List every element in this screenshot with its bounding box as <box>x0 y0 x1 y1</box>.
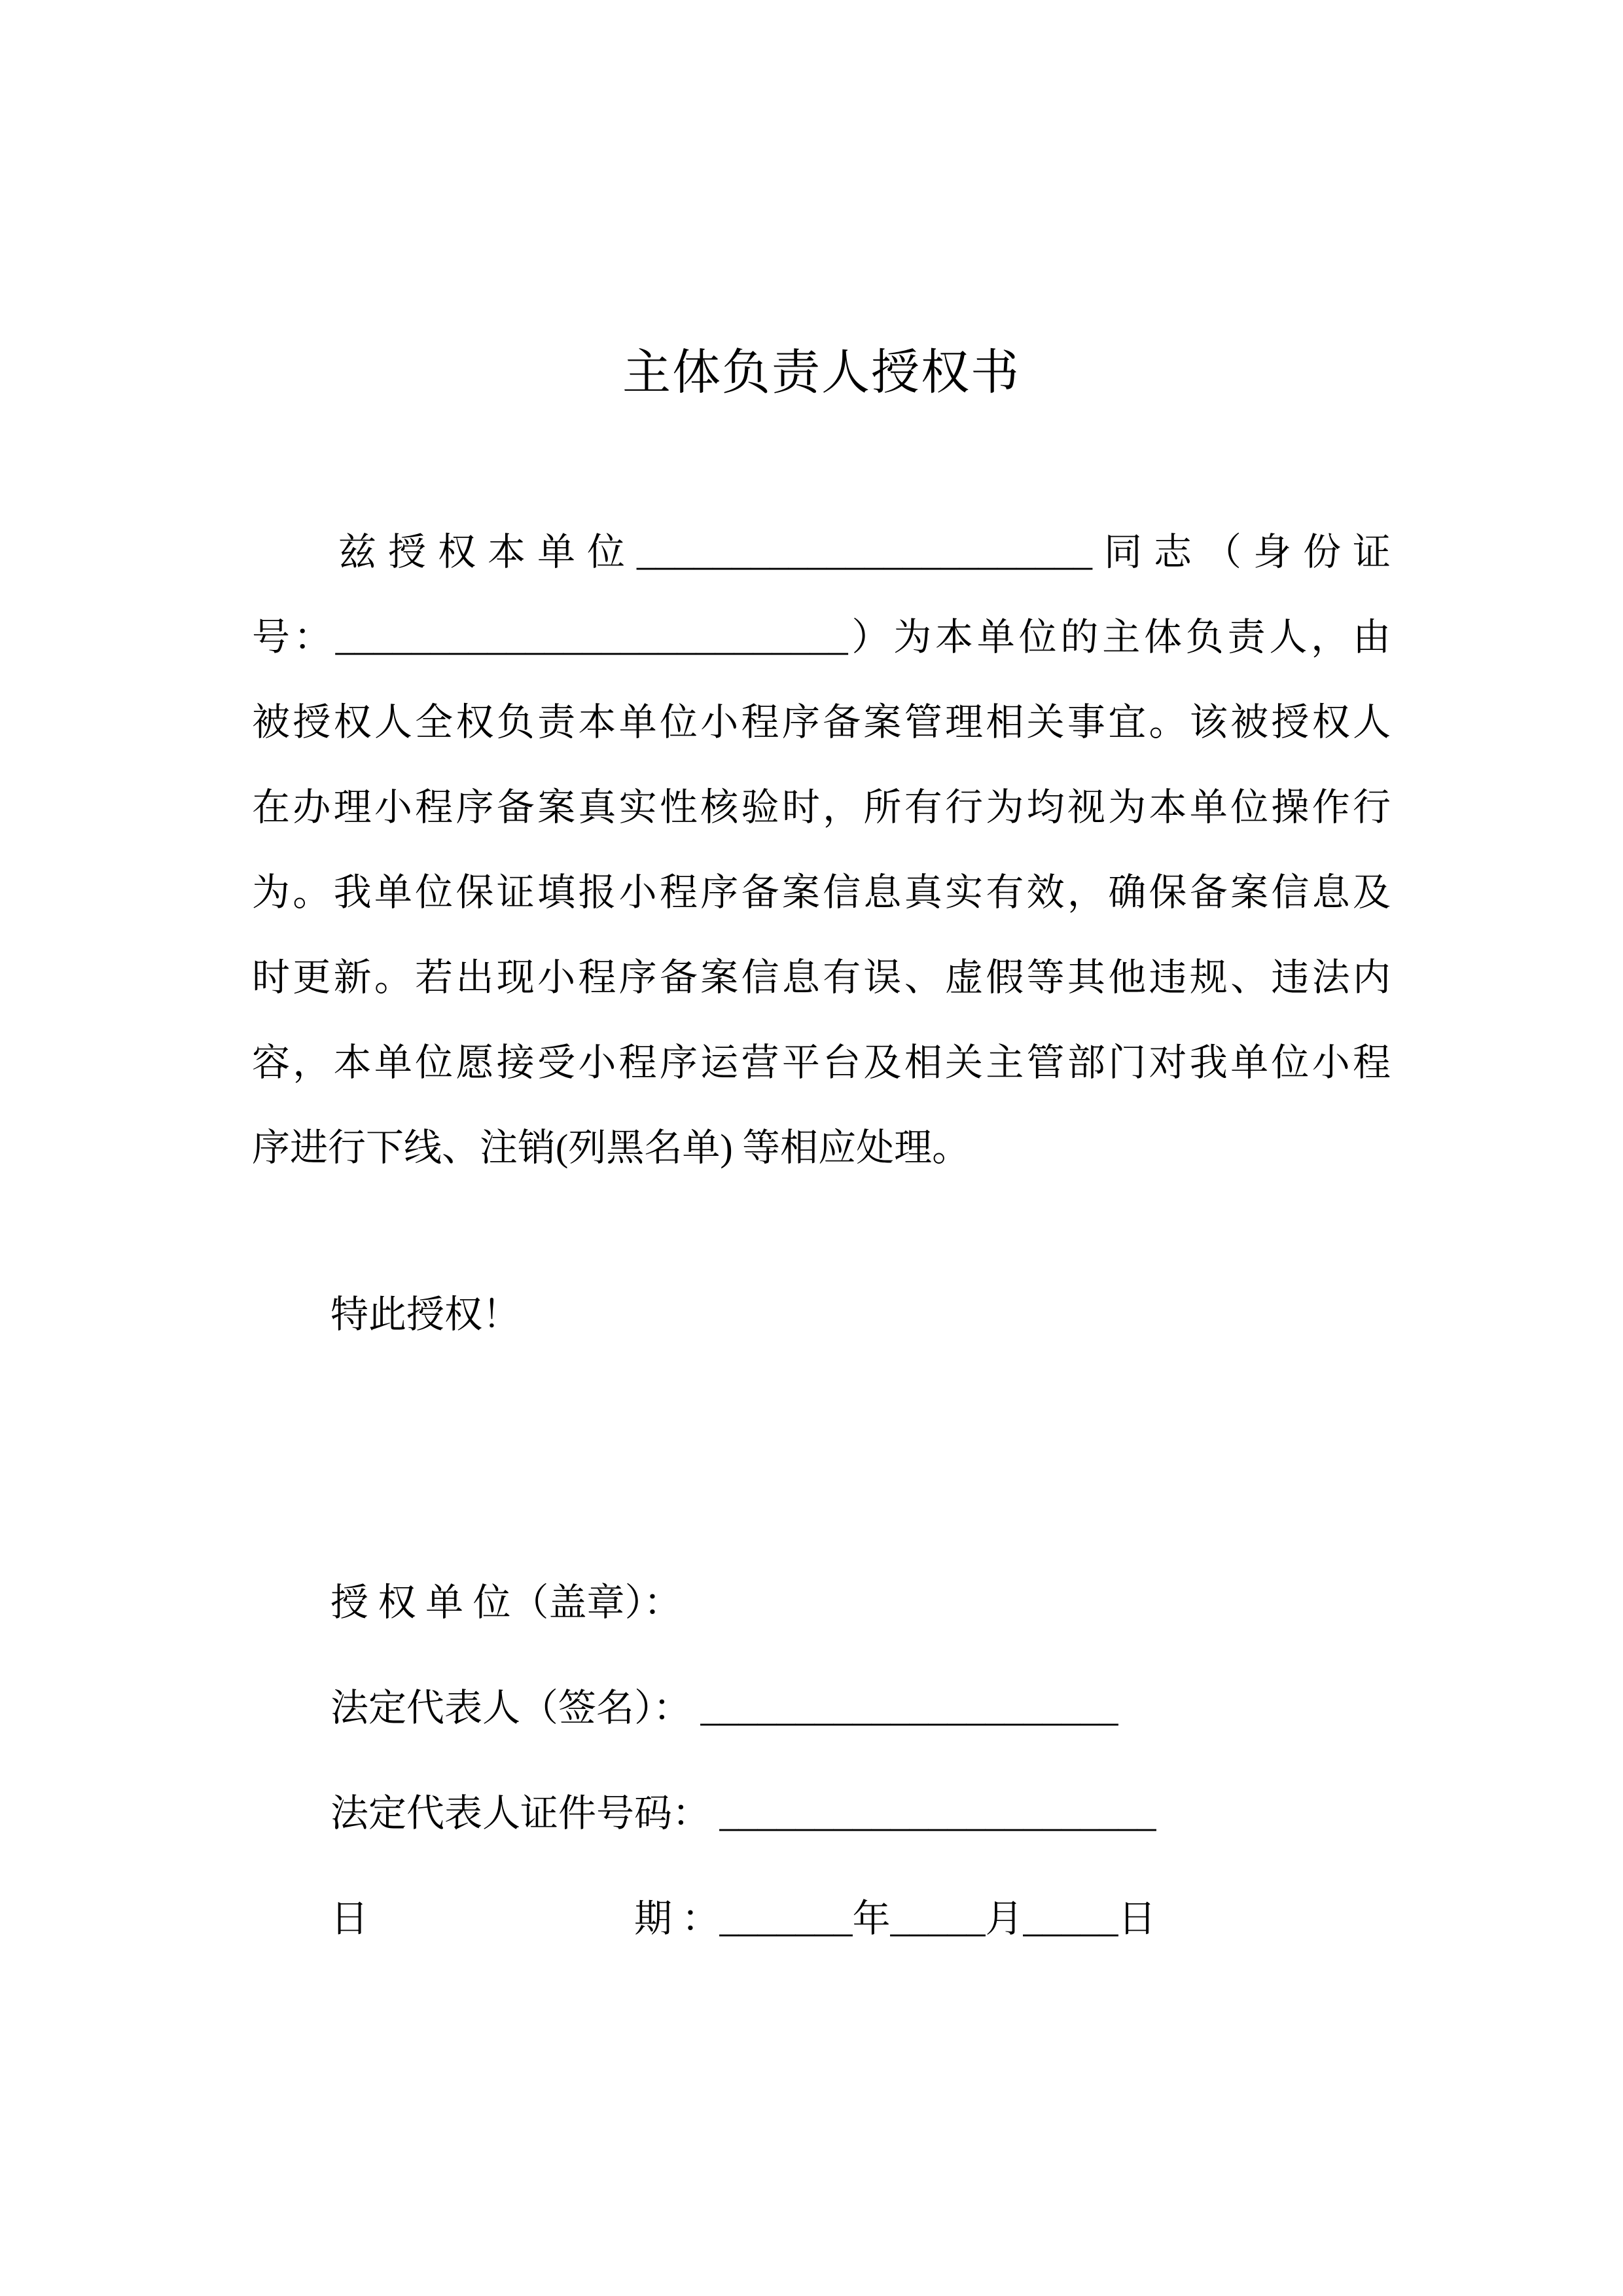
paragraph-line-authorize-unit-blank: 兹授权本单位________________________同志（身份证 <box>338 531 1391 573</box>
date-line: 日 期 ：_______年_____月_____日 <box>330 1897 1156 1940</box>
paragraph-line: 为。我单位保证填报小程序备案信息真实有效，确保备案信息及 <box>252 871 1391 914</box>
closing-line: 特此授权！ <box>330 1293 521 1336</box>
document-title: 主体负责人授权书 <box>622 346 1020 400</box>
legal-rep-signature-line: 法定代表人（签名）： ______________________ <box>330 1687 1118 1729</box>
legal-rep-id-line: 法定代表人证件号码： _______________________ <box>330 1792 1156 1835</box>
paragraph-line: 序进行下线、注销(列黑名单) 等相应处理。 <box>252 1126 971 1169</box>
body-paragraph <box>252 510 1391 1191</box>
paragraph-line: 时更新。若出现小程序备案信息有误、虚假等其他违规、违法内 <box>252 956 1391 999</box>
paragraph-line: 在办理小程序备案真实性核验时，所有行为均视为本单位操作行 <box>252 786 1391 829</box>
stamp-line: 授 权 单 位（盖章）： <box>330 1581 682 1624</box>
paragraph-line: 被授权人全权负责本单位小程序备案管理相关事宜。该被授权人 <box>252 701 1391 744</box>
signature-block <box>330 1550 1443 1971</box>
paragraph-line: 容，本单位愿接受小程序运营平台及相关主管部门对我单位小程 <box>252 1041 1391 1084</box>
paragraph-line-id-number-blank: 号：___________________________）为本单位的主体负责人，由 <box>252 616 1391 658</box>
